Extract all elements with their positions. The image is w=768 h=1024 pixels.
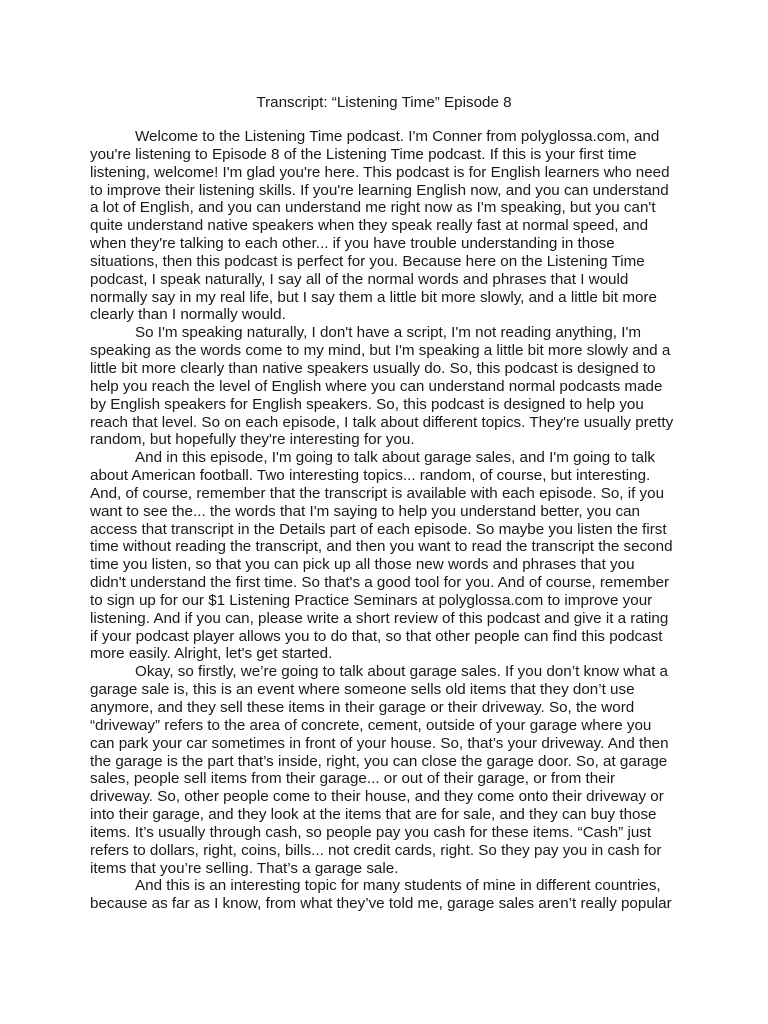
paragraph-episode-topics: And in this episode, I'm going to talk about garage sales, and I'm going to talk about American football. Two interesting topics... random, of course, but interesting. And, of course, remember that the transcript is available with each episode. So, if you want to see the... the words that I'm saying to help you understand better, you can access that transcript in the Details part of each episode. So maybe you listen the first time without reading the transcript, and then you want to read the transcript the second time you listen, so that you can pick up all those new words and phrases that you didn't understand the first time. So that's a good tool for you. And of course, remember to sign up for our $1 Listening Practice Seminars at polyglossa.com to improve your listening. And if you can, please write a short review of this podcast and give it a rating if your podcast player allows you to do that, so that other people can find this podcast more easily. Alright, let's get started. bbox=[90, 449, 673, 663]
transcript-body bbox=[90, 128, 674, 913]
paragraph-interesting-topic: And this is an interesting topic for many students of mine in different countries, because as far as I know, from what they’ve told me, garage sales aren’t really popular bbox=[90, 877, 672, 913]
paragraph-intro: Welcome to the Listening Time podcast. I'm Conner from polyglossa.com, and you're listening to Episode 8 of the Listening Time podcast. If this is your first time listening, welcome! I'm glad you're here. This podcast is for English learners who need to improve their listening skills. If you're learning English now, and you can understand a lot of English, and you can understand me right now as I'm speaking, but you can't quite understand native speakers when they speak really fast at normal speed, and when they're talking to each other... if you have trouble understanding in those situations, then this podcast is perfect for you. Because here on the Listening Time podcast, I speak naturally, I say all of the normal words and phrases that I would normally say in my real life, but I say them a little bit more slowly, and a little bit more clearly than I normally would. bbox=[90, 128, 670, 324]
paragraph-garage-sales: Okay, so firstly, we’re going to talk about garage sales. If you don’t know what a garage sale is, this is an event where someone sells old items that they don’t use anymore, and they sell these items in their garage or their driveway. So, the word “driveway” refers to the area of concrete, cement, outside of your garage where you can park your car sometimes in front of your house. So, that’s your driveway. And then the garage is the part that’s inside, right, you can close the garage door. So, at garage sales, people sell items from their garage... or out of their garage, or from their driveway. So, other people come to their house, and they come onto their driveway or into their garage, and they look at the items that are for sale, and they can buy those items. It’s usually through cash, so people pay you cash for these items. “Cash” just refers to dollars, right, coins, bills... not credit cards, right. So they pay you in cash for items that you’re selling. That’s a garage sale. bbox=[90, 663, 669, 877]
paragraph-speaking-naturally: So I'm speaking naturally, I don't have a script, I'm not reading anything, I'm speaking as the words come to my mind, but I'm speaking a little bit more slowly and a little bit more clearly than native speakers usually do. So, this podcast is designed to help you reach the level of English where you can understand normal podcasts made by English speakers for English speakers. So, this podcast is designed to help you reach that level. So on each episode, I talk about different topics. They're usually pretty random, but hopefully they're interesting for you. bbox=[90, 324, 674, 449]
document-title: Transcript: “Listening Time” Episode 8 bbox=[256, 94, 512, 111]
